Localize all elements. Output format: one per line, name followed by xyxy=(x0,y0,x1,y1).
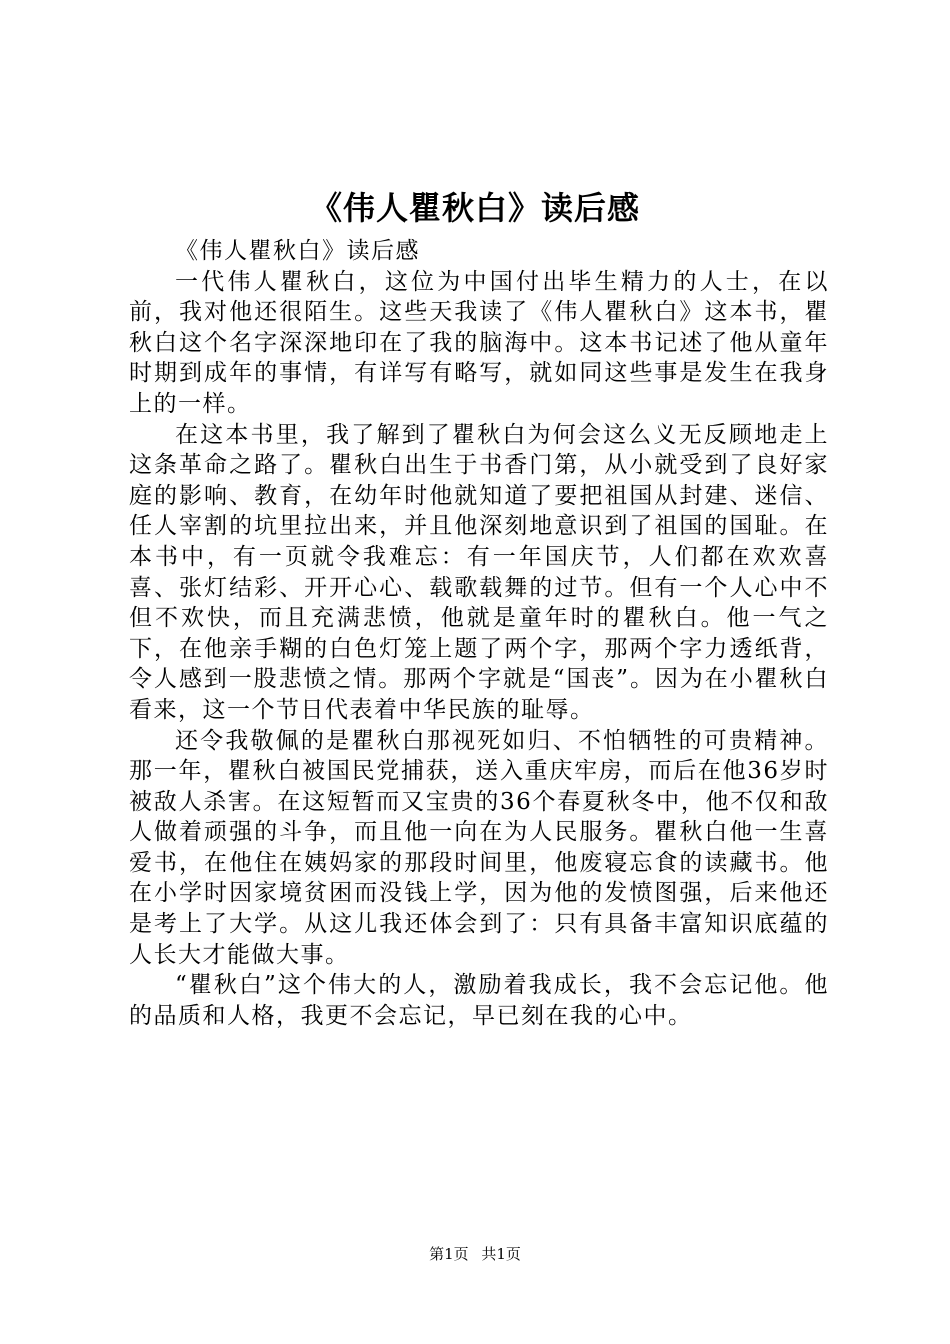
paragraph-subtitle: 《伟人瞿秋白》读后感 xyxy=(175,238,420,264)
document-body xyxy=(129,236,829,1031)
page-number: 第1页 xyxy=(429,1245,469,1263)
document-title: 《伟人瞿秋白》读后感 xyxy=(309,189,640,227)
paragraph: 一代伟人瞿秋白，这位为中国付出毕生精力的人士，在以前，我对他还很陌生。这些天我读了《伟人瞿秋白》这本书，瞿秋白这个名字深深地印在了我的脑海中。这本书记述了他从童年时期到成年的事情，有详写有略写，就如同这些事是发生在我身上的一样。 xyxy=(129,268,829,417)
page-total: 共1页 xyxy=(481,1245,521,1263)
paragraph: 在这本书里，我了解到了瞿秋白为何会这么义无反顾地走上这条革命之路了。瞿秋白出生于书香门第，从小就受到了良好家庭的影响、教育，在幼年时他就知道了要把祖国从封建、迷信、任人宰割的坑里拉出来，并且他深刻地意识到了祖国的国耻。在本书中，有一页就令我难忘：有一年国庆节，人们都在欢欢喜喜、张灯结彩、开开心心、载歌载舞的过节。但有一个人心中不但不欢快，而且充满悲愤，他就是童年时的瞿秋白。他一气之下，在他亲手糊的白色灯笼上题了两个字，那两个字力透纸背，令人感到一股悲愤之情。那两个字就是“国丧”。因为在小瞿秋白看来，这一个节日代表着中华民族的耻辱。 xyxy=(129,421,829,723)
paragraph: 还令我敬佩的是瞿秋白那视死如归、不怕牺牲的可贵精神。那一年，瞿秋白被国民党捕获，送入重庆牢房，而后在他36岁时被敌人杀害。在这短暂而又宝贵的36个春夏秋冬中，他不仅和敌人做着顽强的斗争，而且他一向在为人民服务。瞿秋白他一生喜爱书，在他住在姨妈家的那段时间里，他废寝忘食的读藏书。他在小学时因家境贫困而没钱上学，因为他的发愤图强，后来他还是考上了大学。从这儿我还体会到了：只有具备丰富知识底蕴的人长大才能做大事。 xyxy=(129,727,829,968)
paragraph: “瞿秋白”这个伟大的人，激励着我成长，我不会忘记他。他的品质和人格，我更不会忘记，早已刻在我的心中。 xyxy=(129,972,829,1029)
page-footer xyxy=(0,1243,950,1265)
